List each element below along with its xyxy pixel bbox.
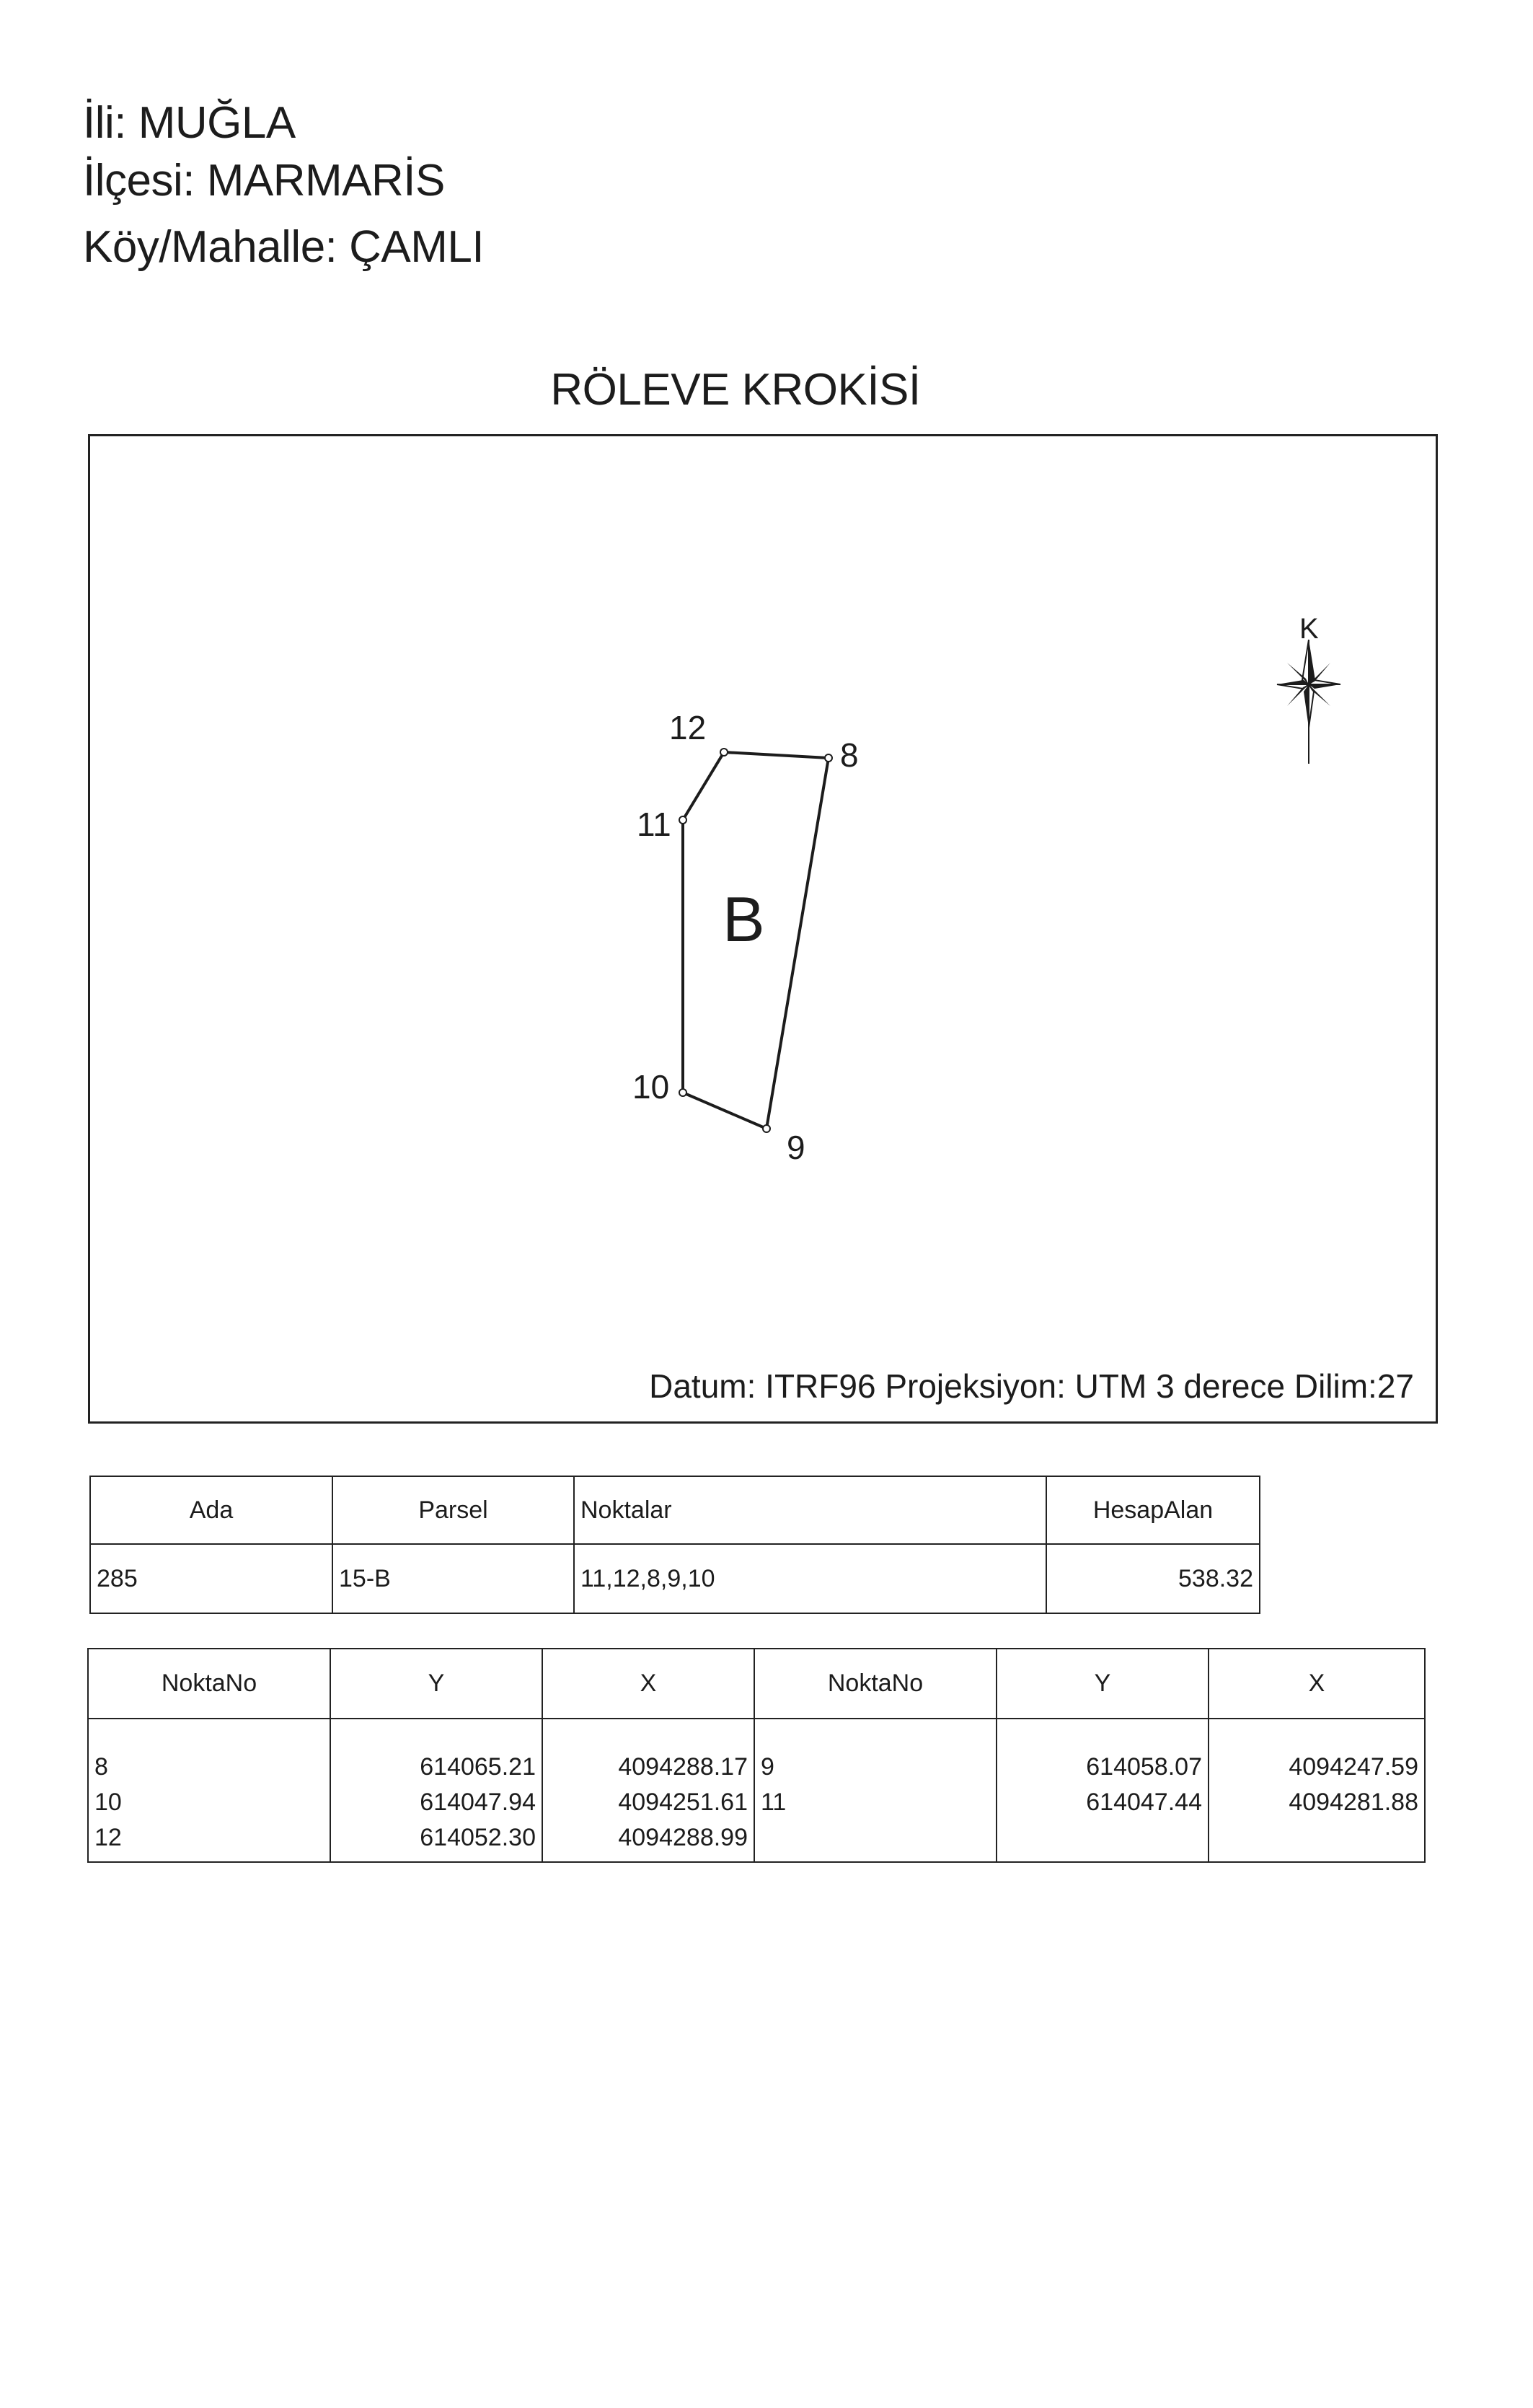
point-no: 8 [94, 1753, 108, 1781]
col-header-ada: Ada [90, 1476, 332, 1544]
point-no: 11 [761, 1789, 787, 1816]
x-value: 4094288.99 [618, 1824, 748, 1851]
x-value: 4094281.88 [1289, 1789, 1418, 1816]
north-label: K [1299, 613, 1319, 645]
point-12-marker [720, 749, 728, 756]
x-value: 4094247.59 [1289, 1753, 1418, 1781]
point-8-marker [825, 754, 832, 762]
y-value: 614047.44 [1086, 1789, 1202, 1816]
y-value: 614058.07 [1086, 1753, 1202, 1781]
x-value: 4094251.61 [618, 1789, 748, 1816]
parcel-table [89, 1476, 1260, 1614]
north-arrow-icon [1277, 613, 1340, 764]
district-label: İlçesi: MARMARİS [83, 156, 445, 206]
point-no: 10 [94, 1789, 122, 1816]
cell-hesapalan: 538.32 [1046, 1544, 1260, 1613]
cell-ada: 285 [90, 1544, 332, 1613]
point-9-marker [763, 1125, 770, 1132]
parcel-table-header [90, 1476, 1260, 1544]
col-header-x-2: X [1209, 1649, 1425, 1719]
y-value: 614047.94 [420, 1789, 536, 1816]
col-header-x: X [542, 1649, 754, 1719]
col-header-noktano-2: NoktaNo [754, 1649, 997, 1719]
col-header-y-2: Y [997, 1649, 1209, 1719]
sketch-drawing [90, 436, 1440, 1426]
cell-noktalar: 11,12,8,9,10 [574, 1544, 1046, 1613]
point-no: 12 [94, 1824, 122, 1851]
y-coord-cell [330, 1719, 542, 1862]
col-header-y: Y [330, 1649, 542, 1719]
parcel-label: B [723, 883, 765, 955]
point-10-marker [679, 1089, 686, 1096]
point-11-marker [679, 816, 686, 824]
province-label: İli: MUĞLA [83, 98, 296, 148]
point-11-label: 11 [637, 806, 671, 843]
village-label: Köy/Mahalle: ÇAMLI [83, 222, 485, 272]
col-header-noktalar: Noktalar [574, 1476, 1046, 1544]
point-9-label: 9 [787, 1129, 805, 1166]
coordinate-table [87, 1648, 1426, 1863]
point-no-cell [88, 1719, 330, 1862]
x-coord-cell-2 [1209, 1719, 1425, 1862]
coordinate-table-header [88, 1649, 1425, 1719]
point-no-cell-2 [754, 1719, 997, 1862]
table-row [88, 1719, 1425, 1862]
y-coord-cell-2 [997, 1719, 1209, 1862]
point-12-label: 12 [669, 709, 707, 746]
page-title: RÖLEVE KROKİSİ [550, 365, 921, 415]
col-header-parsel: Parsel [332, 1476, 574, 1544]
point-8-label: 8 [840, 736, 859, 774]
survey-sketch [88, 434, 1438, 1424]
y-value: 614052.30 [420, 1824, 536, 1851]
point-no: 9 [761, 1753, 774, 1781]
x-coord-cell [542, 1719, 754, 1862]
table-row [90, 1544, 1260, 1613]
col-header-hesapalan: HesapAlan [1046, 1476, 1260, 1544]
x-value: 4094288.17 [618, 1753, 748, 1781]
point-10-label: 10 [632, 1068, 670, 1106]
y-value: 614065.21 [420, 1753, 536, 1781]
cell-parsel: 15-B [332, 1544, 574, 1613]
datum-note: Datum: ITRF96 Projeksiyon: UTM 3 derece Dilim:27 [649, 1367, 1414, 1405]
col-header-noktano: NoktaNo [88, 1649, 330, 1719]
